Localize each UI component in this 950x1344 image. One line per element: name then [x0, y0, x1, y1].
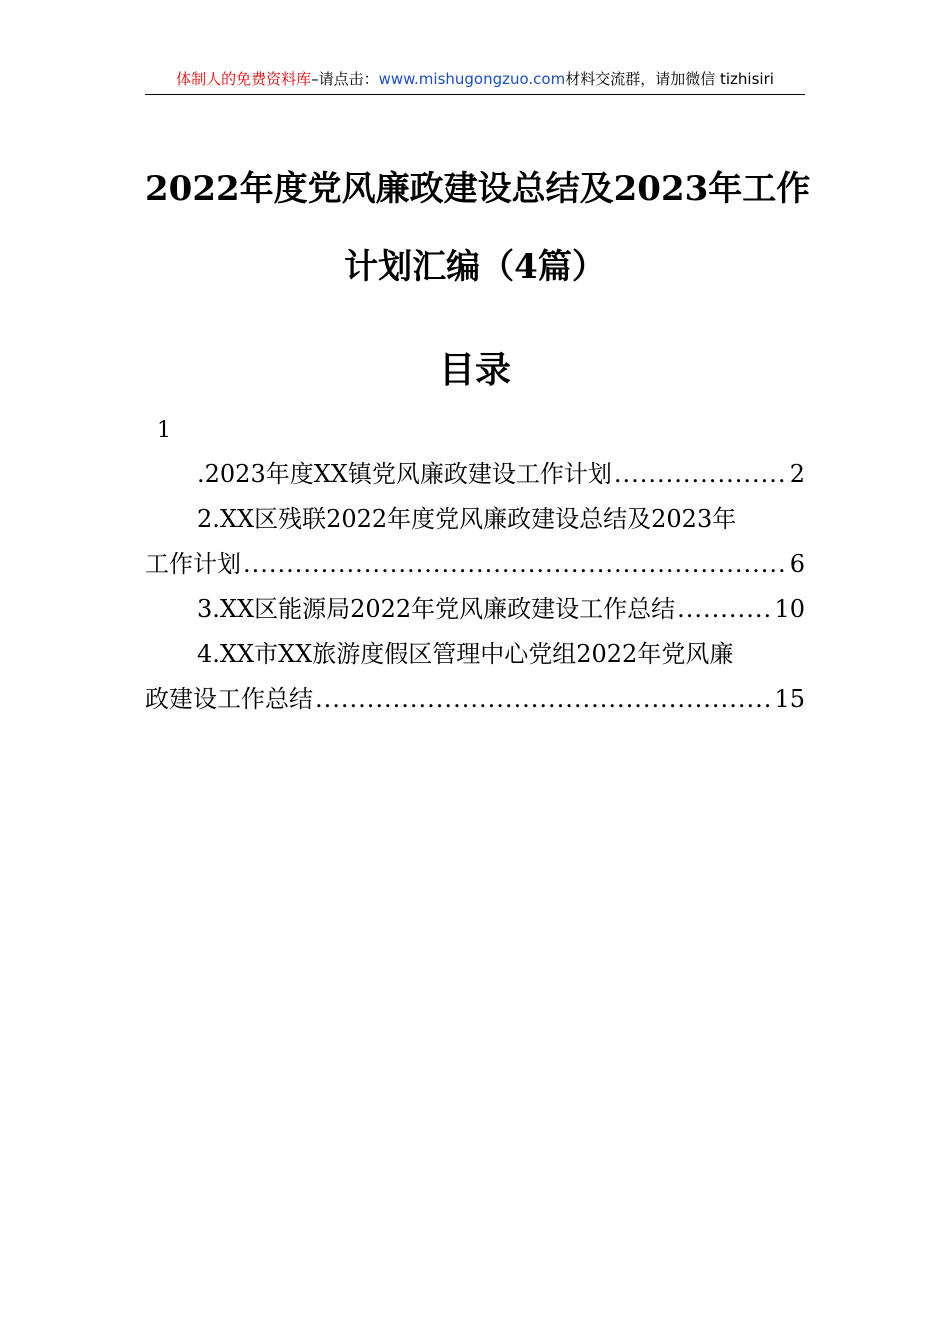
header-url-link[interactable]: www.mishugongzuo.com: [378, 70, 566, 88]
toc-entry-2-line-2: 工作计划: [145, 550, 241, 578]
toc-entry-1-page: 2: [789, 460, 805, 488]
toc-entry-4-line-2: 政建设工作总结: [145, 685, 313, 713]
title-line-2: 计划汇编（4篇）: [344, 247, 606, 287]
document-title: [145, 150, 811, 306]
header-site-name: 体制人的免费资料库: [176, 70, 312, 88]
toc-entry-2-line-1[interactable]: 2.XX区残联2022年度党风廉政建设总结及2023年: [197, 505, 737, 533]
toc-entry-3-leader: [677, 587, 772, 632]
toc-entry-4[interactable]: [145, 677, 805, 722]
toc-entry-1-leader: [614, 452, 788, 497]
toc-entry-4-line-1[interactable]: 4.XX市XX旅游度假区管理中心党组2022年党风廉: [197, 640, 734, 668]
toc-entry-2[interactable]: [145, 542, 805, 587]
toc-stray-number: 1: [157, 418, 171, 443]
table-of-contents: [145, 452, 805, 722]
toc-entry-4-leader: [315, 677, 772, 722]
title-line-1: 2022年度党风廉政建设总结及2023年工作: [145, 169, 811, 209]
toc-entry-1-text: .2023年度XX镇党风廉政建设工作计划: [197, 460, 612, 488]
header-group-text: 材料交流群，请加微信 tizhisiri: [565, 70, 774, 88]
toc-entry-3-text: 3.XX区能源局2022年党风廉政建设工作总结: [197, 595, 676, 623]
toc-entry-3-page: 10: [774, 595, 805, 623]
toc-heading: 目录: [438, 349, 511, 391]
page-header: [145, 64, 805, 95]
toc-entry-1[interactable]: [145, 452, 805, 497]
toc-entry-2-page: 6: [789, 550, 805, 578]
toc-entry-2-leader: [243, 542, 788, 587]
toc-entry-4-page: 15: [774, 685, 805, 713]
header-prompt: –请点击：: [311, 70, 379, 88]
toc-entry-3[interactable]: [145, 587, 805, 632]
